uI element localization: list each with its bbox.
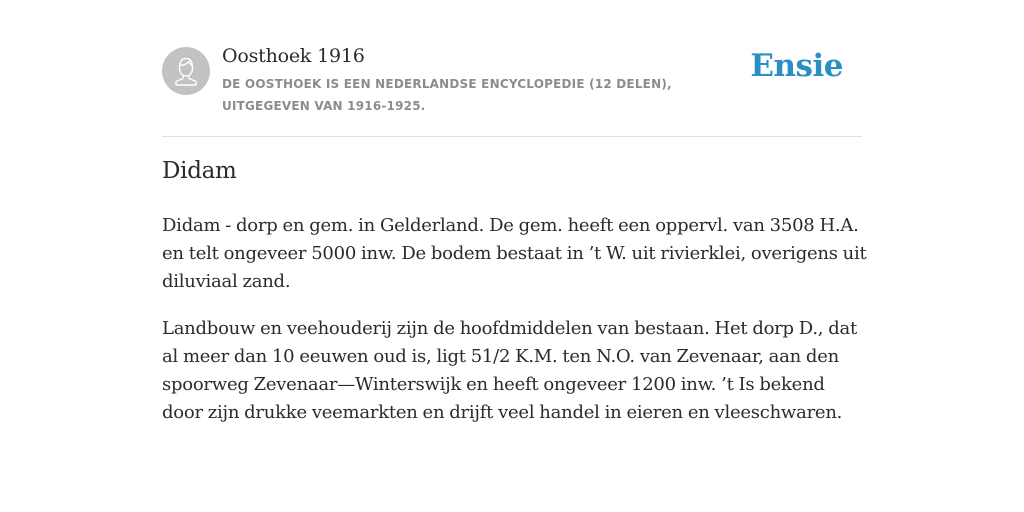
- avatar[interactable]: [162, 47, 210, 95]
- source-header: [162, 44, 862, 137]
- source-description: DE OOSTHOEK IS EEN NEDERLANDSE ENCYCLOPEDIE (12 DELEN), UITGEGEVEN VAN 1916-1925.: [222, 77, 672, 113]
- article-title: Didam: [162, 158, 237, 184]
- article-paragraph: Didam - dorp en gem. in Gelderland. De gem. heeft een oppervl. van 3508 H.A. en telt ongeveer 5000 inw. De bodem bestaat in ’t W. uit rivierklei, overigens uit diluviaal zand.: [162, 215, 867, 292]
- article-body: [162, 212, 867, 446]
- ensie-logo[interactable]: Ensie: [750, 48, 843, 84]
- article-paragraph: Landbouw en veehouderij zijn de hoofdmiddelen van bestaan. Het dorp D., dat al meer dan 10 eeuwen oud is, ligt 51/2 K.M. ten N.O. van Zevenaar, aan den spoorweg Zevenaar—Winterswijk en heeft ongeveer 1200 inw. ’t Is bekend door zijn drukke veemarkten en drijft veel handel in eieren en vleeschwaren.: [162, 318, 857, 423]
- user-silhouette-icon: [162, 47, 210, 95]
- source-title[interactable]: Oosthoek 1916: [222, 45, 365, 67]
